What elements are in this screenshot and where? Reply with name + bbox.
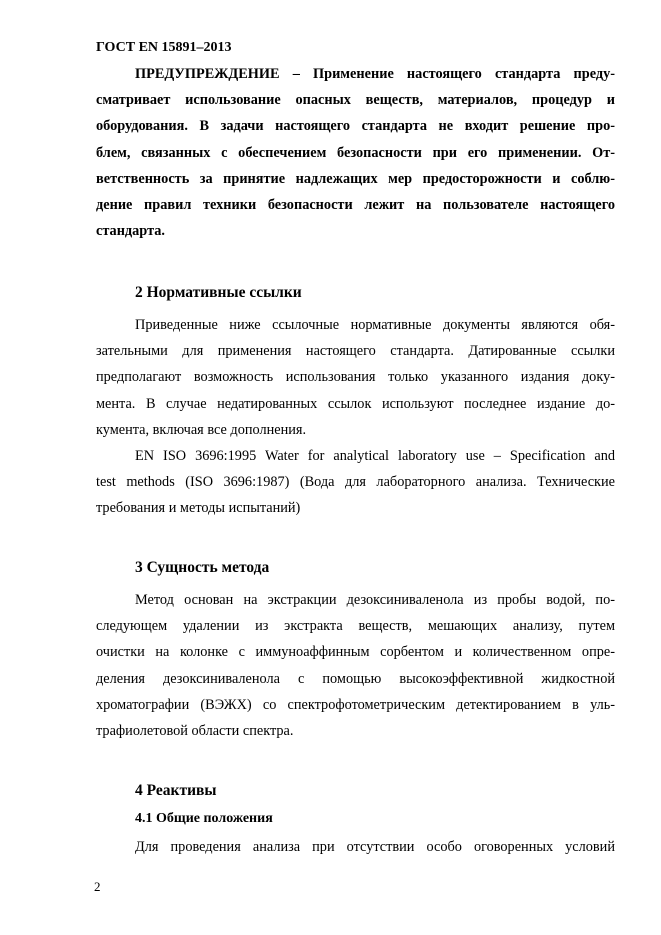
page-number: 2: [94, 879, 101, 894]
warning-line: ветственность за принятие надлежащих мер предосторожности и соблю-: [96, 170, 615, 187]
section-3-body: [96, 587, 615, 744]
paragraph-line: мента. В случае недатированных ссылок используют последнее издание до-: [96, 395, 615, 412]
reference-line: EN ISO 3696:1995 Water for analytical laboratory use – Specification and: [135, 447, 615, 464]
paragraph-line: деления дезоксиниваленола с помощью высокоэффективной жидкостной: [96, 670, 615, 687]
warning-line: сматривает использование опасных веществ, материалов, процедур и: [96, 92, 615, 109]
paragraph-line: хроматографии (ВЭЖХ) со спектрофотометрическим детектированием в уль-: [96, 696, 615, 713]
section-3-heading: 3 Сущность метода: [135, 559, 270, 576]
section-4-1-subheading: 4.1 Общие положения: [135, 811, 273, 826]
document-code-header: ГОСТ EN 15891–2013: [96, 40, 232, 55]
section-4-1-body: [96, 834, 615, 860]
paragraph-line: зательными для применения настоящего стандарта. Датированные ссылки: [96, 343, 615, 360]
paragraph-line: Приведенные ниже ссылочные нормативные документы являются обя-: [135, 317, 615, 333]
section-4-heading: 4 Реактивы: [135, 782, 217, 799]
paragraph-line: Для проведения анализа при отсутствии особо оговоренных условий: [135, 839, 615, 855]
section-2-heading: 2 Нормативные ссылки: [135, 284, 302, 301]
paragraph-line: следующем удалении из экстракта веществ, мешающих анализу, путем: [96, 618, 615, 635]
section-2-body: [96, 312, 615, 522]
paragraph-line: Метод основан на экстракции дезоксиниваленола из пробы водой, по-: [135, 592, 615, 608]
paragraph-line: предполагают возможность использования только указанного издания доку-: [96, 369, 615, 386]
warning-line: оборудования. В задачи настоящего стандарта не входит решение про-: [96, 118, 615, 135]
paragraph-line: трафиолетовой области спектра.: [96, 722, 294, 739]
warning-line: стандарта.: [96, 223, 165, 240]
reference-line: требования и методы испытаний): [96, 500, 301, 517]
paragraph-line: очистки на колонке с иммуноаффинным сорбентом и количественном опре-: [96, 644, 615, 661]
warning-line: блем, связанных с обеспечением безопасности при его применении. От-: [96, 144, 615, 161]
reference-line: test methods (ISO 3696:1987) (Вода для лабораторного анализа. Технические: [96, 474, 615, 491]
paragraph-line: кумента, включая все дополнения.: [96, 421, 307, 438]
warning-line: дение правил техники безопасности лежит на пользователе настоящего: [96, 196, 615, 213]
warning-paragraph: [96, 61, 615, 244]
warning-line: ПРЕДУПРЕЖДЕНИЕ – Применение настоящего стандарта преду-: [135, 66, 615, 82]
